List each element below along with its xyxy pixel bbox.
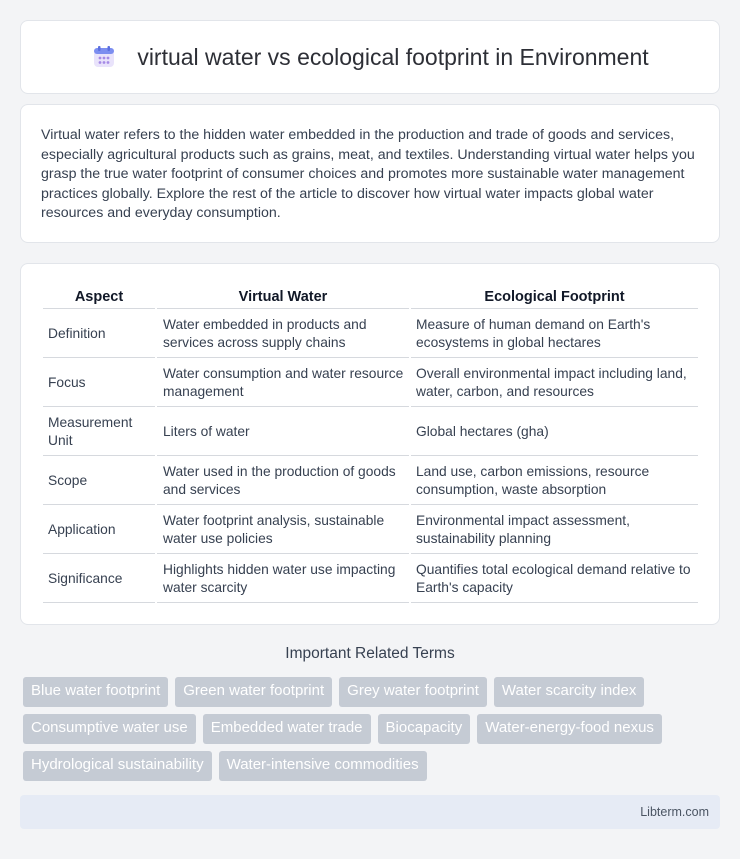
row-aspect: Scope	[43, 456, 156, 505]
header-card	[20, 20, 720, 94]
row-virtual-water: Water used in the production of goods and services	[156, 456, 410, 505]
related-term-tag[interactable]: Water-energy-food nexus	[477, 714, 662, 744]
related-term-tag[interactable]: Blue water footprint	[23, 677, 168, 707]
related-term-tag[interactable]: Biocapacity	[378, 714, 471, 744]
column-header-aspect: Aspect	[43, 286, 156, 309]
row-ecological-footprint: Quantifies total ecological demand relative to Earth's capacity	[410, 554, 698, 603]
page-title: virtual water vs ecological footprint in Environment	[137, 43, 649, 70]
table-row	[43, 358, 698, 407]
comparison-card	[20, 263, 720, 625]
related-term-tag[interactable]: Green water footprint	[175, 677, 332, 707]
related-term-tag[interactable]: Hydrological sustainability	[23, 751, 212, 781]
related-term-tag[interactable]: Water-intensive commodities	[219, 751, 427, 781]
row-aspect: Definition	[43, 309, 156, 358]
table-row	[43, 456, 698, 505]
intro-text: Virtual water refers to the hidden water embedded in the production and trade of goods and services, especially agricultural products such as grains, meat, and textiles. Understanding virtual water helps you grasp the true water footprint of consumer choices and promotes more sustainable water management practices globally. Explore the rest of the article to discover how virtual water impacts global water resources and everyday consumption.	[41, 127, 695, 221]
intro-card	[20, 104, 720, 243]
row-ecological-footprint: Land use, carbon emissions, resource consumption, waste absorption	[410, 456, 698, 505]
row-virtual-water: Water embedded in products and services across supply chains	[156, 309, 410, 358]
row-aspect: Application	[43, 505, 156, 554]
row-ecological-footprint: Measure of human demand on Earth's ecosystems in global hectares	[410, 309, 698, 358]
table-row	[43, 554, 698, 603]
related-term-tag[interactable]: Consumptive water use	[23, 714, 196, 744]
row-virtual-water: Water footprint analysis, sustainable water use policies	[156, 505, 410, 554]
row-ecological-footprint: Overall environmental impact including land, water, carbon, and resources	[410, 358, 698, 407]
table-header-row	[43, 286, 698, 309]
row-aspect: Focus	[43, 358, 156, 407]
related-terms-heading: Important Related Terms	[285, 645, 455, 662]
related-term-tag[interactable]: Water scarcity index	[494, 677, 644, 707]
footer-site-link[interactable]: Libterm.com	[640, 805, 709, 819]
column-header-virtual-water: Virtual Water	[156, 286, 410, 309]
comparison-table	[43, 286, 698, 603]
related-term-tag[interactable]: Embedded water trade	[203, 714, 371, 744]
row-ecological-footprint: Global hectares (gha)	[410, 407, 698, 456]
row-ecological-footprint: Environmental impact assessment, sustainability planning	[410, 505, 698, 554]
related-terms-list	[23, 677, 723, 781]
row-virtual-water: Water consumption and water resource management	[156, 358, 410, 407]
table-row	[43, 309, 698, 358]
row-aspect: Measurement Unit	[43, 407, 156, 456]
row-virtual-water: Highlights hidden water use impacting water scarcity	[156, 554, 410, 603]
row-aspect: Significance	[43, 554, 156, 603]
row-virtual-water: Liters of water	[156, 407, 410, 456]
footer	[20, 795, 720, 829]
related-term-tag[interactable]: Grey water footprint	[339, 677, 487, 707]
calendar-icon	[91, 44, 117, 70]
table-row	[43, 505, 698, 554]
column-header-ecological-footprint: Ecological Footprint	[410, 286, 698, 309]
table-row	[43, 407, 698, 456]
